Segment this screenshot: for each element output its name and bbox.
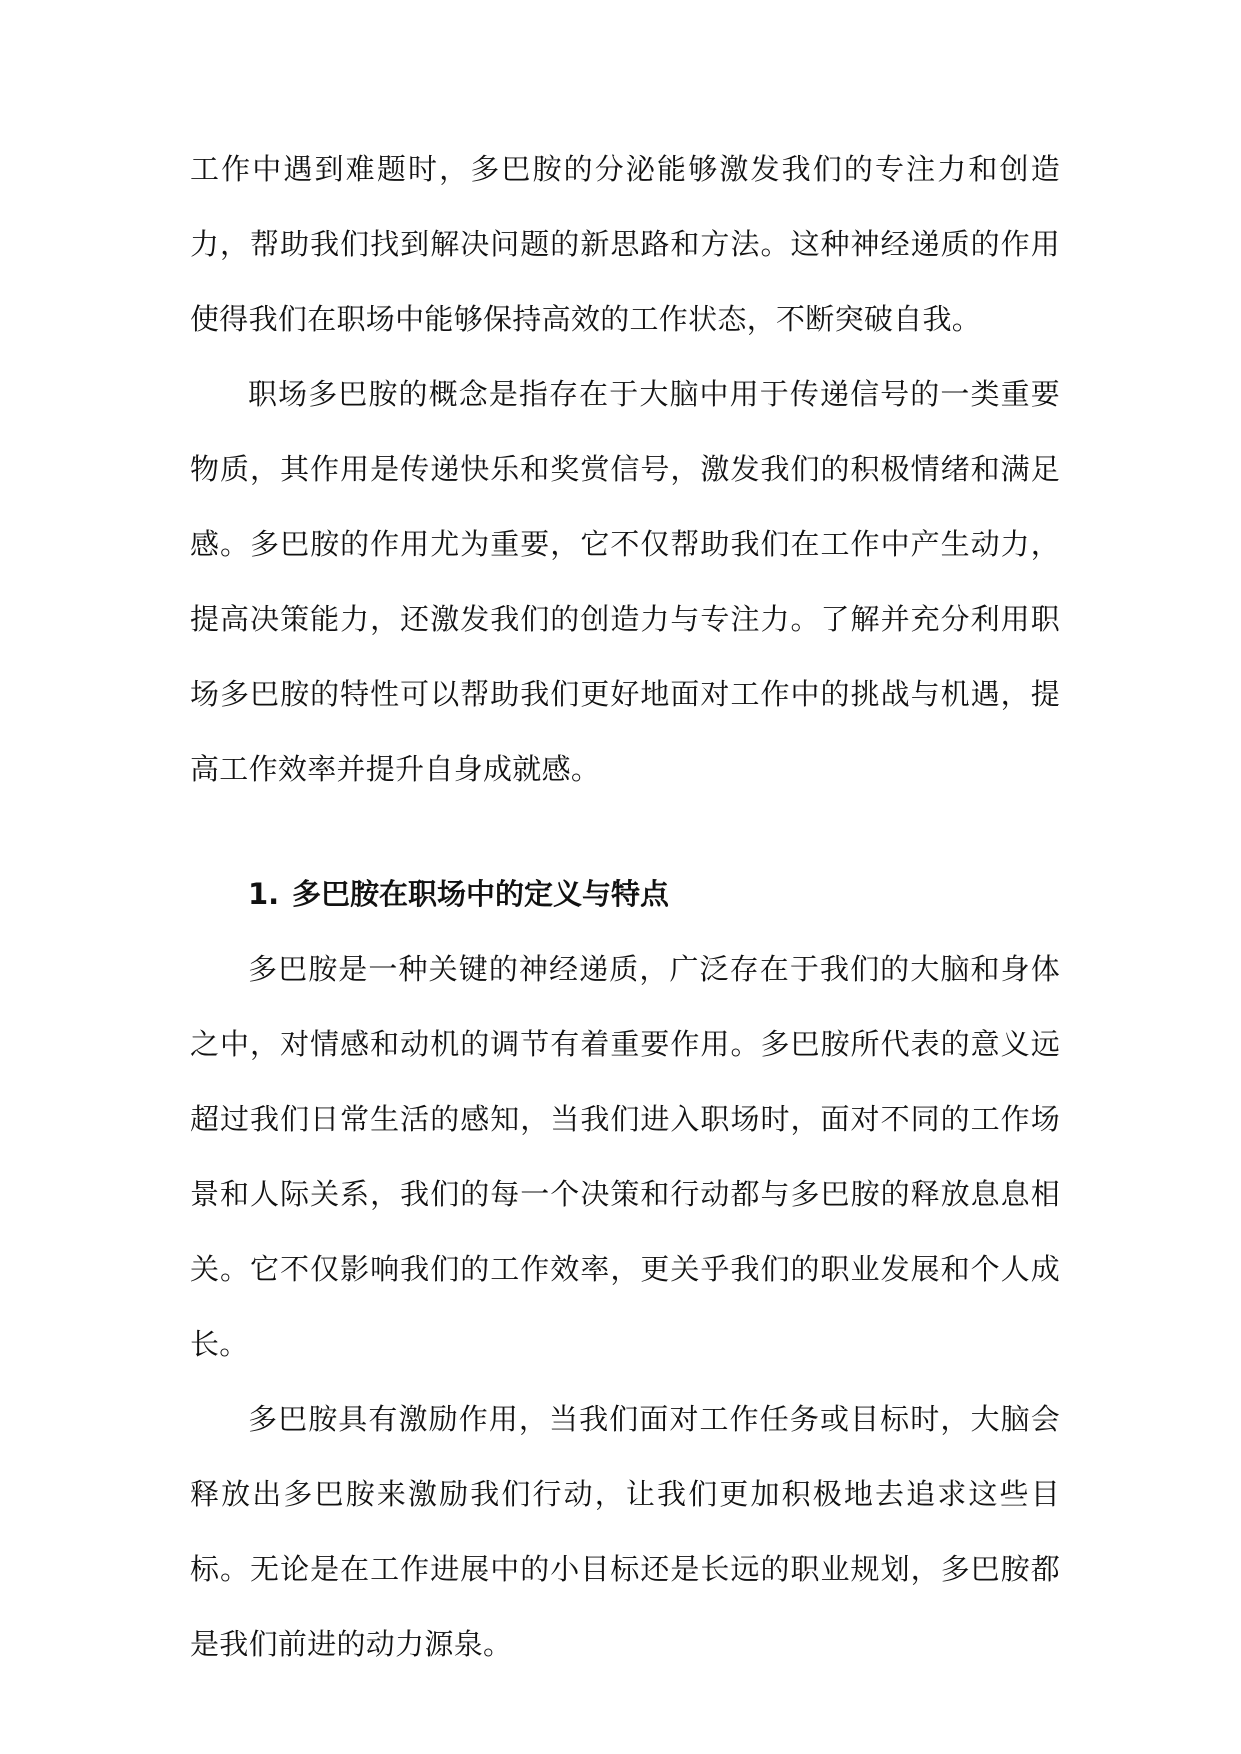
section-title: 多巴胺在职场中的定义与特点	[292, 877, 670, 911]
paragraph-continuation: 工作中遇到难题时，多巴胺的分泌能够激发我们的专注力和创造力，帮助我们找到解决问题的新思路和方法。这种神经递质的作用使得我们在职场中能够保持高效的工作状态，不断突破自我。	[190, 152, 1060, 336]
section-heading	[190, 857, 1060, 932]
paragraph-motivation: 多巴胺具有激励作用，当我们面对工作任务或目标时，大脑会释放出多巴胺来激励我们行动，让我们更加积极地去追求这些目标。无论是在工作进展中的小目标还是长远的职业规划，多巴胺都是我们前进的动力源泉。	[190, 1402, 1060, 1661]
paragraph-dopamine-concept: 职场多巴胺的概念是指存在于大脑中用于传递信号的一类重要物质，其作用是传递快乐和奖赏信号，激发我们的积极情绪和满足感。多巴胺的作用尤为重要，它不仅帮助我们在工作中产生动力，提高决策能力，还激发我们的创造力与专注力。了解并充分利用职场多巴胺的特性可以帮助我们更好地面对工作中的挑战与机遇，提高工作效率并提升自身成就感。	[190, 377, 1060, 786]
section-number: 1.	[248, 877, 280, 911]
document-body	[190, 132, 1060, 1682]
paragraph-definition: 多巴胺是一种关键的神经递质，广泛存在于我们的大脑和身体之中，对情感和动机的调节有着重要作用。多巴胺所代表的意义远超过我们日常生活的感知，当我们进入职场时，面对不同的工作场景和人际关系，我们的每一个决策和行动都与多巴胺的释放息息相关。它不仅影响我们的工作效率，更关乎我们的职业发展和个人成长。	[190, 952, 1060, 1361]
